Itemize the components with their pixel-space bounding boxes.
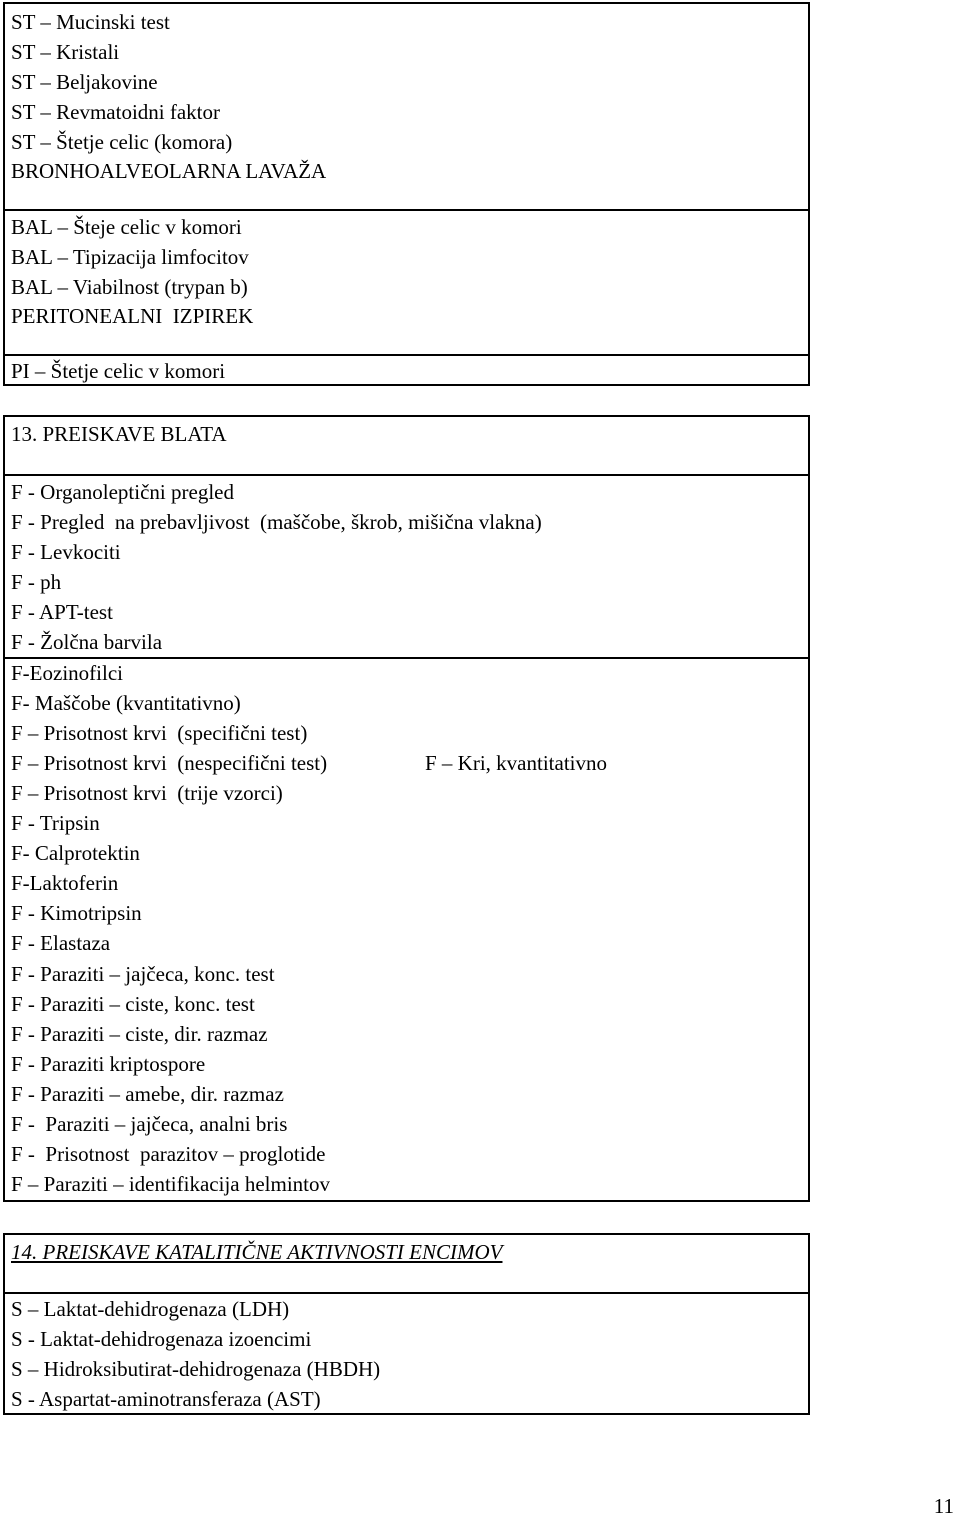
list-item: F - Kimotripsin [11, 901, 142, 925]
list-item: F - Prisotnost parazitov – proglotide [11, 1142, 326, 1166]
list-item: ST – Beljakovine [11, 70, 158, 94]
list-item: F- Maščobe (kvantitativno) [11, 691, 241, 715]
list-item: F - Levkociti [11, 540, 121, 564]
list-item: S - Laktat-dehidrogenaza izoencimi [11, 1327, 312, 1351]
section-label-bal: BRONHOALVEOLARNA LAVAŽA [11, 159, 327, 183]
list-item: BAL – Viabilnost (trypan b) [11, 275, 248, 299]
list-item: F - ph [11, 570, 62, 594]
list-item: F – Prisotnost krvi (nespecifični test) [11, 751, 328, 775]
list-item: S – Laktat-dehidrogenaza (LDH) [11, 1297, 290, 1321]
list-item: F- Calprotektin [11, 841, 140, 865]
row-divider [5, 209, 808, 211]
list-item: F - Organoleptični pregled [11, 480, 234, 504]
section-heading: 14. PREISKAVE KATALITIČNE AKTIVNOSTI ENCIMOV [11, 1240, 503, 1264]
section-label-peritonealni: PERITONEALNI IZPIREK [11, 304, 254, 328]
list-item: F - Pregled na prebavljivost (maščobe, škrob, mišična vlakna) [11, 510, 542, 534]
section-heading: 13. PREISKAVE BLATA [11, 422, 227, 446]
row-divider [5, 474, 808, 476]
list-item: F-Laktoferin [11, 871, 119, 895]
row-divider [5, 354, 808, 356]
list-item: F – Paraziti – identifikacija helmintov [11, 1172, 331, 1196]
list-item: F - Paraziti – ciste, dir. razmaz [11, 1022, 268, 1046]
list-item: F - Elastaza [11, 931, 111, 955]
list-item: ST – Kristali [11, 40, 120, 64]
table-section-preiskave-blata [3, 415, 810, 1202]
list-item: BAL – Tipizacija limfocitov [11, 245, 249, 269]
list-item: F - Žolčna barvila [11, 630, 163, 654]
list-item: F – Prisotnost krvi (trije vzorci) [11, 781, 283, 805]
list-item: F – Prisotnost krvi (specifični test) [11, 721, 308, 745]
list-item: F - Tripsin [11, 811, 100, 835]
list-item-side: F – Kri, kvantitativno [425, 751, 607, 775]
row-divider [5, 1292, 808, 1294]
list-item: PI – Štetje celic v komori [11, 359, 226, 383]
table-section-encimi [3, 1233, 810, 1415]
list-item: ST – Štetje celic (komora) [11, 130, 233, 154]
list-item: F-Eozinofilci [11, 661, 123, 685]
row-divider [5, 657, 808, 659]
page-number: 11 [933, 1494, 954, 1518]
list-item: BAL – Šteje celic v komori [11, 215, 242, 239]
list-item: ST – Mucinski test [11, 10, 170, 34]
list-item: F - Paraziti – ciste, konc. test [11, 992, 255, 1016]
list-item: F - Paraziti – jajčeca, konc. test [11, 962, 275, 986]
list-item: F - Paraziti – amebe, dir. razmaz [11, 1082, 284, 1106]
list-item: F - APT-test [11, 600, 113, 624]
list-item: F - Paraziti – jajčeca, analni bris [11, 1112, 288, 1136]
list-item: F - Paraziti kriptospore [11, 1052, 206, 1076]
list-item: S - Aspartat-aminotransferaza (AST) [11, 1387, 321, 1411]
table-section-sputum-bal-pi [3, 2, 810, 386]
list-item: ST – Revmatoidni faktor [11, 100, 221, 124]
list-item: S – Hidroksibutirat-dehidrogenaza (HBDH) [11, 1357, 381, 1381]
